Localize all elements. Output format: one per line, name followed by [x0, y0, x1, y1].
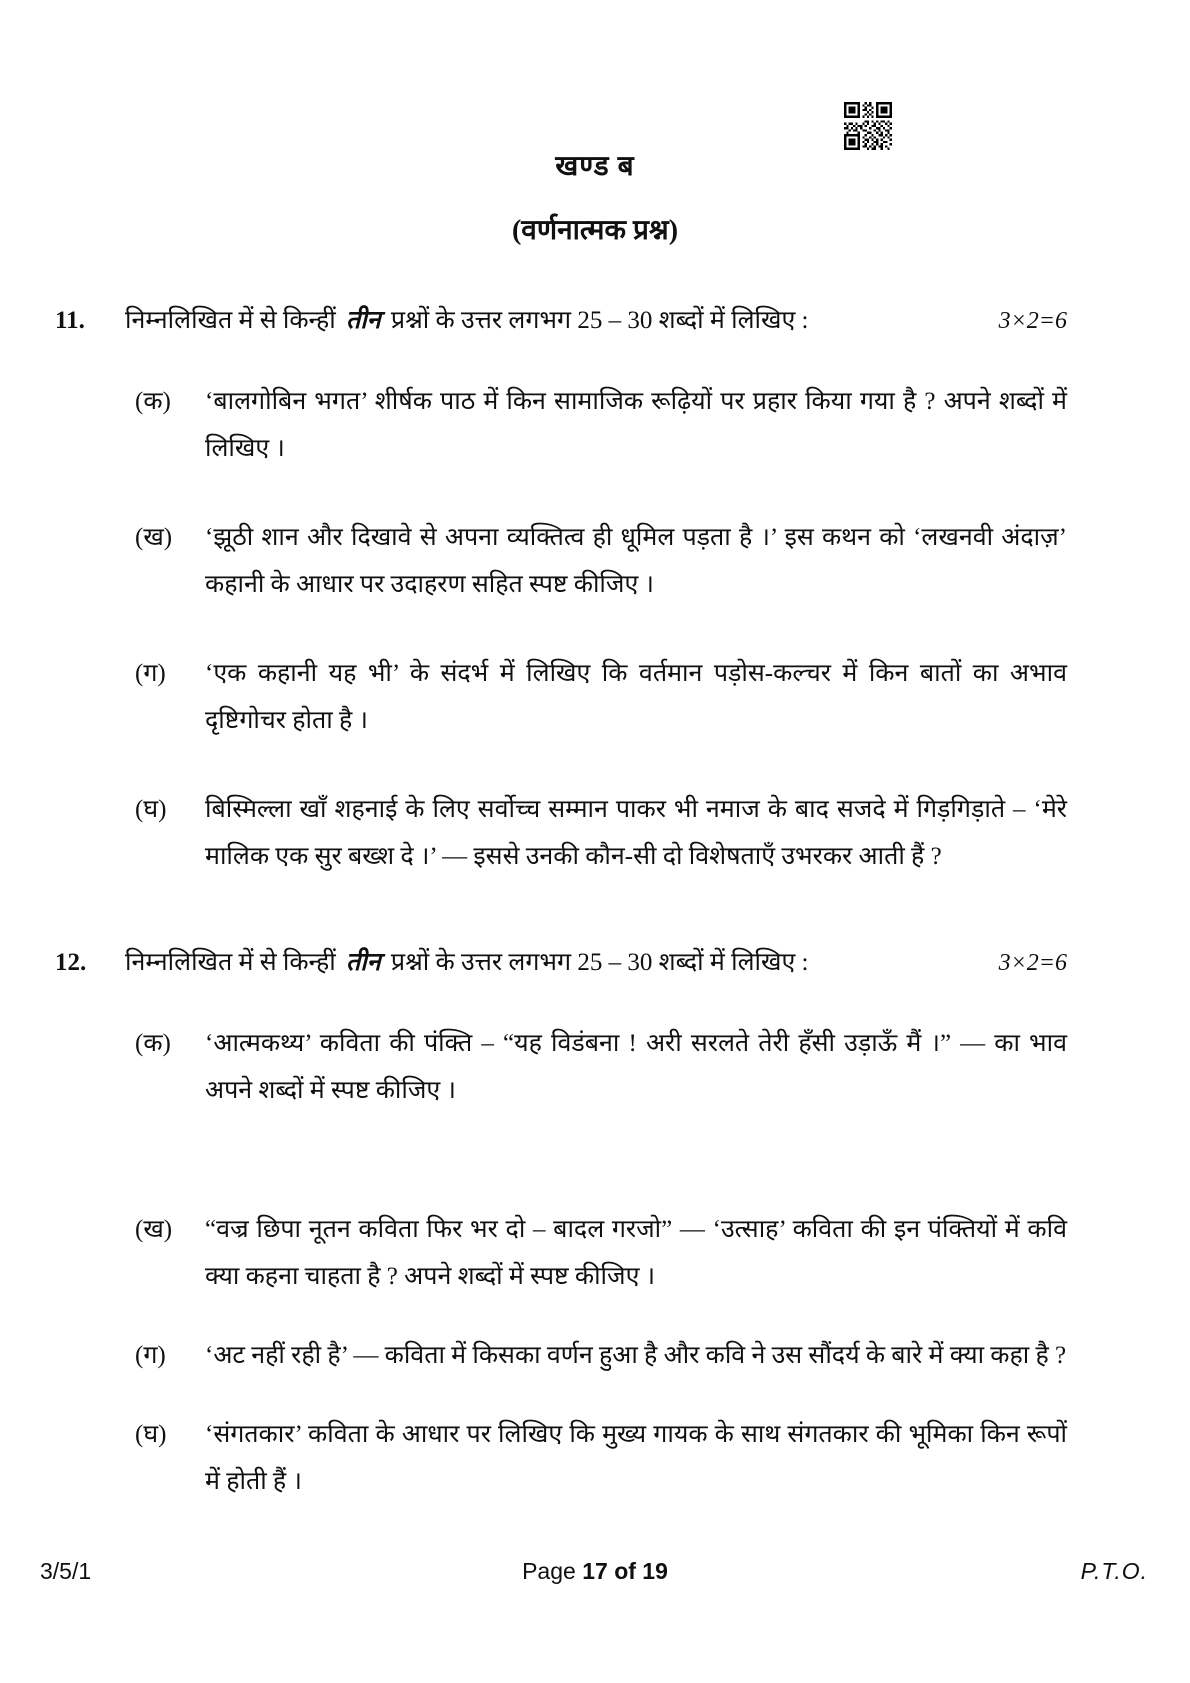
- question-11-part-ga: [135, 650, 1067, 744]
- page-label: Page: [522, 1558, 576, 1584]
- part-text: ‘झूठी शान और दिखावे से अपना व्यक्तित्व ही धूमिल पड़ता है ।’ इस कथन को ‘लखनवी अंदाज़’ कहानी के आधार पर उदाहरण सहित स्पष्ट कीजिए ।: [205, 524, 1067, 598]
- question-12-part-ga: [135, 1332, 1067, 1379]
- paper-code: 3/5/1: [40, 1558, 92, 1584]
- intro-emphasis: तीन: [346, 949, 381, 976]
- intro-pre: निम्नलिखित में से किन्हीं: [125, 307, 336, 334]
- intro-pre: निम्नलिखित में से किन्हीं: [125, 949, 336, 976]
- question-number: 11.: [55, 307, 85, 334]
- pto-label: P.T.O.: [1080, 1558, 1148, 1584]
- part-text: ‘एक कहानी यह भी’ के संदर्भ में लिखिए कि वर्तमान पड़ोस-कल्चर में किन बातों का अभाव दृष्टिगोचर होता है ।: [205, 660, 1067, 734]
- question-12-part-ka: [135, 1020, 1067, 1114]
- part-label: (ख): [135, 524, 173, 551]
- part-text: बिस्मिल्ला खाँ शहनाई के लिए सर्वोच्च सम्मान पाकर भी नमाज के बाद सजदे में गिड़गिड़ाते – ‘मेरे मालिक एक सुर बख्श दे ।’ — इससे उनकी कौन-सी दो विशेषताएँ उभरकर आती हैं ?: [205, 796, 1067, 870]
- intro-post: प्रश्नों के उत्तर लगभग 25 – 30 शब्दों में लिखिए :: [390, 949, 809, 976]
- of-label: of: [614, 1558, 636, 1584]
- question-12-intro: [55, 944, 1067, 978]
- question-11-intro: [55, 302, 1067, 336]
- part-text: ‘अट नहीं रही है’ — कविता में किसका वर्णन हुआ है और कवि ने उस सौंदर्य के बारे में क्या कहा है ?: [205, 1342, 1067, 1369]
- intro-emphasis: तीन: [346, 307, 381, 334]
- page-total: 19: [642, 1558, 668, 1584]
- question-11-part-ka: [135, 378, 1067, 472]
- question-11-part-kha: [135, 514, 1067, 608]
- question-marks: 3×2=6: [998, 950, 1067, 976]
- part-label: (ग): [135, 1342, 166, 1369]
- part-label: (ग): [135, 660, 166, 687]
- question-marks: 3×2=6: [998, 308, 1067, 334]
- page-indicator: [0, 1558, 1190, 1585]
- question-12-part-kha: [135, 1206, 1067, 1300]
- section-heading: खण्ड ब: [555, 151, 635, 182]
- part-label: (घ): [135, 1421, 167, 1448]
- part-text: ‘संगतकार’ कविता के आधार पर लिखिए कि मुख्य गायक के साथ संगतकार की भूमिका किन रूपों में होती हैं ।: [205, 1421, 1067, 1495]
- part-text: ‘बालगोबिन भगत’ शीर्षक पाठ में किन सामाजिक रूढ़ियों पर प्रहार किया गया है ? अपने शब्दों में लिखिए ।: [205, 388, 1067, 462]
- page-footer: [0, 1558, 1190, 1592]
- question-intro-text: [125, 944, 957, 978]
- part-text: ‘आत्मकथ्य’ कविता की पंक्ति – “यह विडंबना ! अरी सरलते तेरी हँसी उड़ाऊँ मैं ।” — का भाव अपने शब्दों में स्पष्ट कीजिए ।: [205, 1030, 1067, 1104]
- intro-post: प्रश्नों के उत्तर लगभग 25 – 30 शब्दों में लिखिए :: [390, 307, 809, 334]
- question-11-part-gha: [135, 786, 1067, 880]
- part-text: “वज्र छिपा नूतन कविता फिर भर दो – बादल गरजो” — ‘उत्साह’ कविता की इन पंक्तियों में कवि क्या कहना चाहता है ? अपने शब्दों में स्पष्ट कीजिए ।: [205, 1216, 1067, 1290]
- question-intro-text: [125, 302, 957, 336]
- section-subheading: (वर्णनात्मक प्रश्न): [511, 215, 679, 246]
- qr-code-icon: [844, 102, 892, 150]
- question-number: 12.: [55, 949, 87, 976]
- part-label: (घ): [135, 796, 167, 823]
- part-label: (ख): [135, 1216, 173, 1243]
- part-label: (क): [135, 388, 171, 415]
- page-current: 17: [582, 1558, 608, 1584]
- part-label: (क): [135, 1030, 171, 1057]
- question-12-part-gha: [135, 1411, 1067, 1505]
